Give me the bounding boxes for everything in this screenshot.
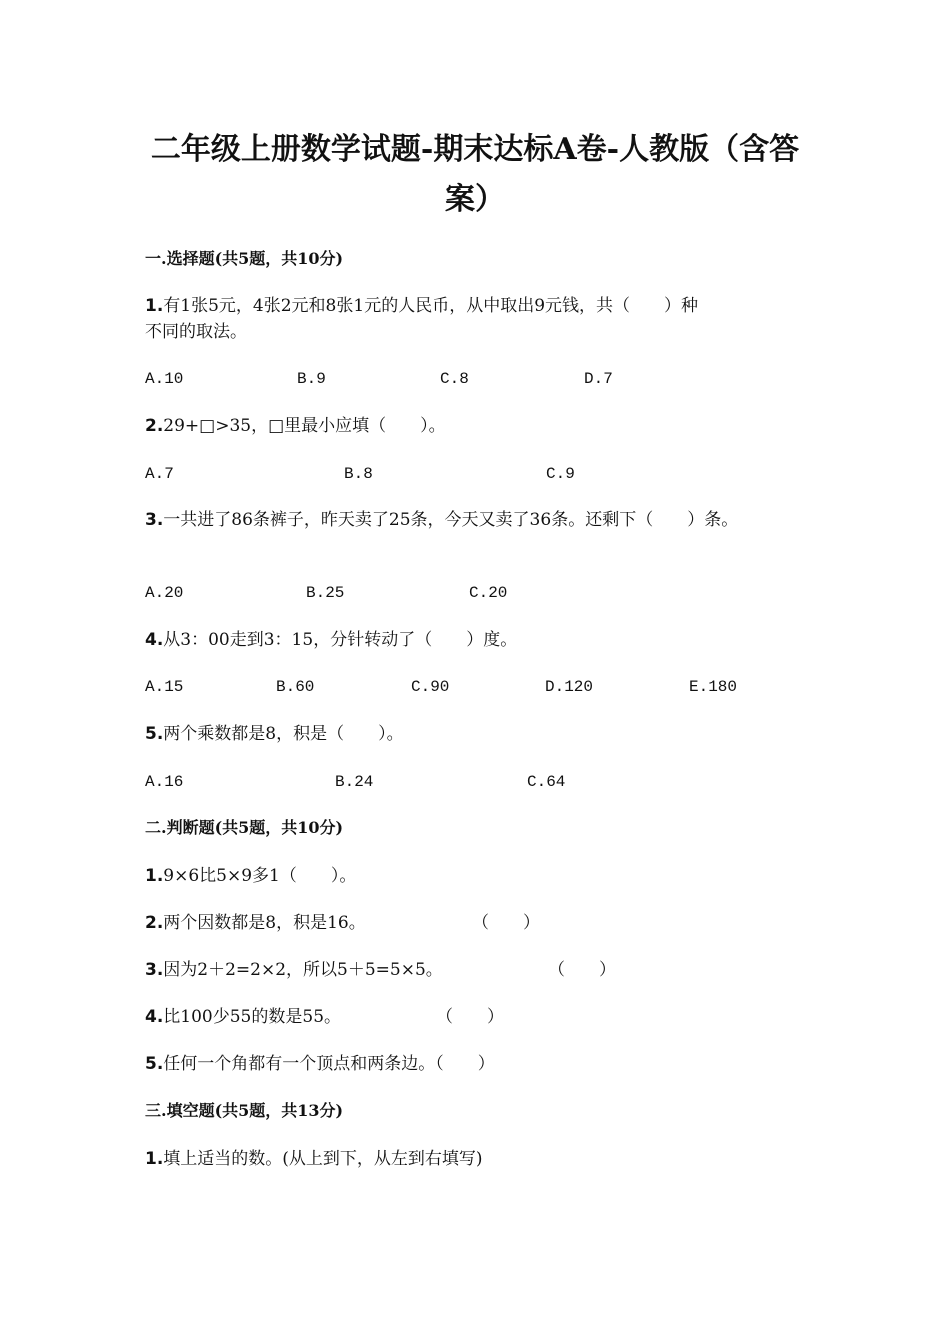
question-choice-2 (145, 414, 446, 438)
option-b: B.24 (335, 773, 374, 791)
option-a: A.20 (145, 584, 184, 602)
option-a: A.10 (145, 370, 184, 388)
section-heading-fill-blank: 三.填空题(共5题，共13分) (145, 1101, 344, 1120)
question-choice-5 (145, 722, 404, 746)
question-number: 1. (145, 866, 164, 886)
question-number: 4. (145, 1007, 164, 1027)
question-text: 两个因数都是8，积是16。 (163, 913, 366, 933)
question-tf-2 (145, 911, 366, 935)
question-choice-1-continued: 不同的取法。 (145, 322, 247, 342)
option-b: B.25 (306, 584, 345, 602)
question-number: 2. (145, 416, 164, 436)
page-title-line-2: 案） (445, 182, 505, 217)
section-heading-true-false: 二.判断题(共5题，共10分) (145, 818, 344, 837)
question-text: 两个乘数都是8，积是（ ）。 (163, 724, 404, 744)
question-number: 1. (145, 1149, 164, 1169)
question-text: 从3：00走到3：15，分针转动了（ ）度。 (163, 630, 518, 650)
question-choice-1 (145, 294, 698, 318)
question-text: 比100少55的数是55。 (163, 1007, 342, 1027)
option-b: B.9 (297, 370, 326, 388)
question-number: 4. (145, 630, 164, 650)
question-tf-1 (145, 864, 356, 888)
question-text: 29+□>35，□里最小应填（ ）。 (163, 416, 446, 436)
answer-blank: （ ） (548, 960, 616, 980)
option-e: E.180 (689, 678, 738, 696)
question-number: 1. (145, 296, 164, 316)
question-choice-4 (145, 628, 517, 652)
option-c: C.8 (440, 370, 469, 388)
question-text: 一共进了86条裤子，昨天卖了25条，今天又卖了36条。还剩下（ ）条。 (163, 510, 739, 530)
question-tf-5 (145, 1052, 495, 1076)
question-text: 9×6比5×9多1（ ）。 (163, 866, 357, 886)
question-text: 任何一个角都有一个顶点和两条边。（ ） (163, 1054, 495, 1074)
question-number: 5. (145, 724, 164, 744)
question-text: 有1张5元，4张2元和8张1元的人民币，从中取出9元钱，共（ ）种 (163, 296, 699, 316)
question-fill-1 (145, 1147, 483, 1171)
option-b: B.8 (344, 465, 373, 483)
answer-blank: （ ） (472, 913, 540, 933)
option-c: C.90 (411, 678, 450, 696)
question-number: 5. (145, 1054, 164, 1074)
question-tf-3 (145, 958, 443, 982)
question-tf-4 (145, 1005, 341, 1029)
option-a: A.15 (145, 678, 184, 696)
option-d: D.7 (584, 370, 613, 388)
option-c: C.9 (546, 465, 575, 483)
option-c: C.64 (527, 773, 566, 791)
option-a: A.16 (145, 773, 184, 791)
section-heading-choice: 一.选择题(共5题，共10分) (145, 249, 344, 268)
option-a: A.7 (145, 465, 174, 483)
question-text: 因为2＋2=2×2，所以5＋5=5×5。 (163, 960, 443, 980)
option-d: D.120 (545, 678, 594, 696)
question-text: 填上适当的数。(从上到下，从左到右填写) (163, 1149, 483, 1169)
option-b: B.60 (276, 678, 315, 696)
page-title-line-1: 二年级上册数学试题-期末达标A卷-人教版（含答 (150, 132, 800, 167)
question-number: 3. (145, 960, 164, 980)
answer-blank: （ ） (436, 1007, 504, 1027)
question-choice-3 (145, 508, 738, 532)
question-number: 3. (145, 510, 164, 530)
question-number: 2. (145, 913, 164, 933)
option-c: C.20 (469, 584, 508, 602)
